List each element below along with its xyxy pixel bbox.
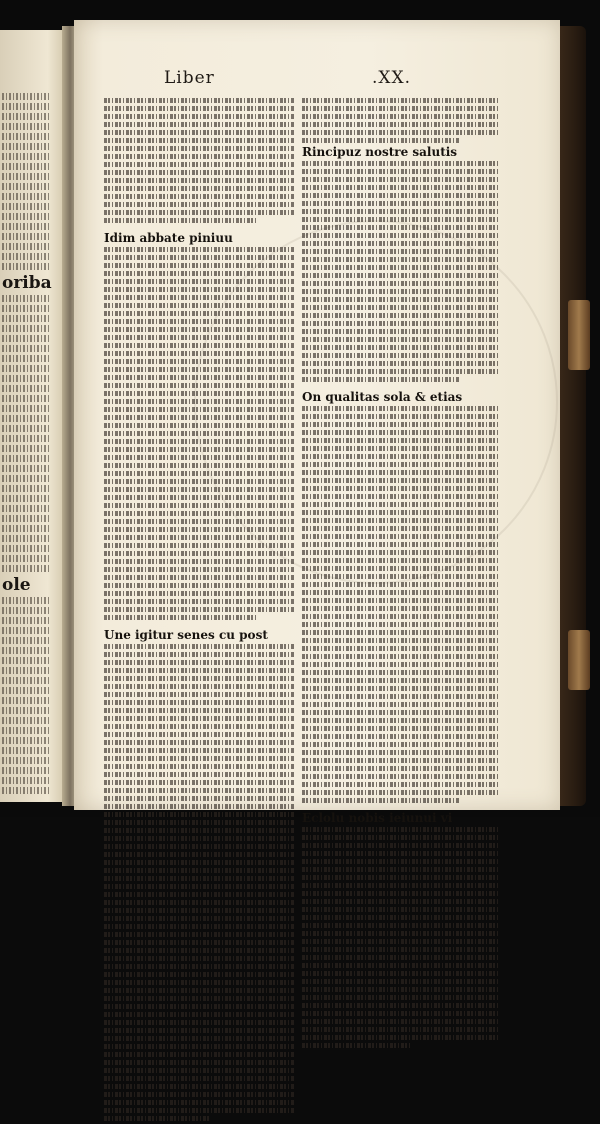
book-clasp-lower <box>568 630 590 690</box>
section-heading: Une igitur senes cu post <box>104 628 268 642</box>
facing-page-left <box>0 30 68 802</box>
facing-page-heading-fragment: ole <box>2 575 31 595</box>
folio-number: .XX. <box>372 68 412 88</box>
section-heading: On qualitas sola & etias <box>302 390 463 404</box>
text-column-left <box>104 98 294 1124</box>
facing-page-heading-fragment: oriba <box>2 273 52 293</box>
section-heading: Eclolu nobis ieiunui vi <box>302 811 453 825</box>
running-head-left: Liber <box>164 68 215 88</box>
section-heading: Idim abbate piniuu <box>104 231 233 245</box>
facing-page-text <box>2 90 50 797</box>
text-column-right <box>302 98 498 1051</box>
book-clasp-upper <box>568 300 590 370</box>
right-page <box>74 20 560 825</box>
section-heading: Rincipuz nostre salutis <box>302 145 458 159</box>
